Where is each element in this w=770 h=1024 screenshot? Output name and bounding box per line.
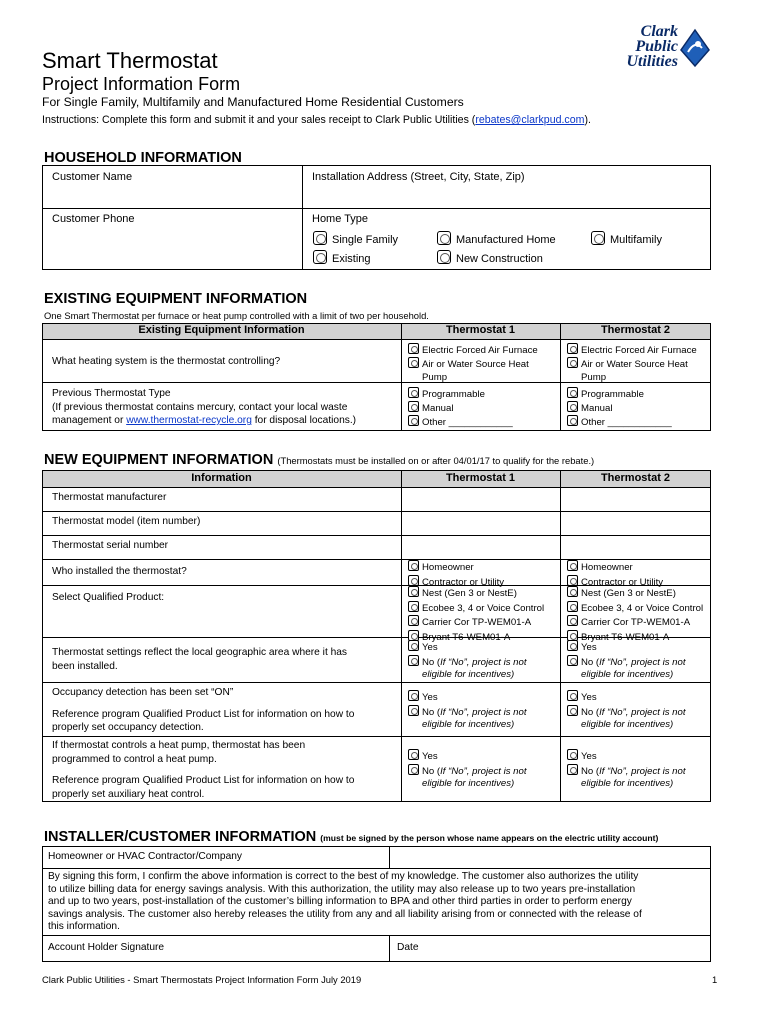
t2-carrier-checkbox[interactable]: Carrier Cor TP-WEM01-A bbox=[567, 615, 703, 630]
t1-nest-checkbox[interactable]: Nest (Gen 3 or NestE) bbox=[408, 586, 544, 601]
thermostat-model-label: Thermostat model (item number) bbox=[52, 516, 201, 527]
t2-prev-type-options bbox=[567, 387, 672, 429]
t1-heatpump-no-checkbox[interactable]: No (If “No”, project is not bbox=[408, 764, 527, 779]
checkbox-icon bbox=[313, 231, 327, 245]
single-family-checkbox[interactable]: Single Family bbox=[313, 231, 398, 246]
t2-model-input[interactable] bbox=[561, 512, 710, 534]
checkbox-icon bbox=[567, 690, 578, 701]
home-type-label: Home Type bbox=[312, 213, 369, 225]
t2-programmable-checkbox[interactable]: Programmable bbox=[567, 387, 672, 401]
heating-system-question: What heating system is the thermostat controlling? bbox=[52, 356, 281, 367]
t2-serial-input[interactable] bbox=[561, 536, 710, 558]
col-existing-info: Existing Equipment Information bbox=[138, 324, 305, 336]
new-equipment-heading: NEW EQUIPMENT INFORMATION (Thermostats must be installed on or after 04/01/17 to qualify for the rebate.) bbox=[44, 452, 595, 468]
page-number: 1 bbox=[712, 974, 718, 985]
t1-bryant-checkbox[interactable]: Bryant T6-WEM01-A bbox=[408, 630, 544, 645]
t2-bryant-checkbox[interactable]: Bryant T6-WEM01-A bbox=[567, 630, 703, 645]
new-equipment-note: (Thermostats must be installed on or after 04/01/17 to qualify for the rebate.) bbox=[277, 455, 595, 466]
t1-heatpump-yes-checkbox[interactable]: Yes bbox=[408, 749, 527, 764]
customer-phone-field[interactable]: Customer Phone bbox=[52, 213, 135, 225]
col-new-thermostat-2: Thermostat 2 bbox=[600, 472, 671, 484]
t1-carrier-checkbox[interactable]: Carrier Cor TP-WEM01-A bbox=[408, 615, 544, 630]
select-product-label: Select Qualified Product: bbox=[52, 592, 165, 603]
checkbox-icon bbox=[408, 690, 419, 701]
checkbox-icon bbox=[567, 401, 578, 412]
col-thermostat-1: Thermostat 1 bbox=[445, 324, 516, 336]
checkbox-icon bbox=[408, 415, 419, 426]
t2-nest-checkbox[interactable]: Nest (Gen 3 or NestE) bbox=[567, 586, 703, 601]
t2-product-options bbox=[567, 586, 703, 644]
t2-heatpump-yes-checkbox[interactable]: Yes bbox=[567, 749, 686, 764]
t2-heating-options: Electric Forced Air Furnace Air or Water Source Heat Pump bbox=[567, 343, 697, 384]
t1-occupancy-yes-checkbox[interactable]: Yes bbox=[408, 690, 527, 705]
multifamily-checkbox[interactable]: Multifamily bbox=[591, 231, 662, 246]
checkbox-icon bbox=[408, 575, 419, 586]
t1-homeowner-checkbox[interactable]: Homeowner bbox=[408, 560, 504, 575]
thermostat-manufacturer-label: Thermostat manufacturer bbox=[52, 492, 167, 503]
checkbox-icon bbox=[567, 575, 578, 586]
clark-public-utilities-logo: Clark Public Utilities bbox=[612, 24, 732, 76]
t2-settings-options: Yes No (If “No”, project is not eligible for incentives) bbox=[567, 640, 686, 682]
t2-occupancy-no-checkbox[interactable]: No (If “No”, project is not bbox=[567, 705, 686, 720]
t2-heatpump-options: Yes No (If “No”, project is not eligible for incentives) bbox=[567, 749, 686, 791]
col-new-thermostat-1: Thermostat 1 bbox=[445, 472, 516, 484]
t2-occupancy-options: Yes No (If “No”, project is not eligible for incentives) bbox=[567, 690, 686, 732]
date-field[interactable]: Date bbox=[397, 942, 419, 953]
t2-settings-no-checkbox[interactable]: No (If “No”, project is not bbox=[567, 655, 686, 670]
checkbox-icon bbox=[408, 615, 419, 626]
checkbox-icon bbox=[313, 250, 327, 264]
checkbox-icon bbox=[567, 343, 578, 354]
t1-settings-no-checkbox[interactable]: No (If “No”, project is not bbox=[408, 655, 527, 670]
col-thermostat-2: Thermostat 2 bbox=[600, 324, 671, 336]
checkbox-icon bbox=[567, 640, 578, 651]
occupancy-question: Occupancy detection has been set “ON” Reference program Qualified Product List for information on how to properly set occupancy detection. bbox=[52, 687, 355, 733]
t2-installer-options bbox=[567, 560, 663, 589]
checkbox-icon bbox=[408, 357, 419, 368]
checkbox-icon bbox=[408, 586, 419, 597]
thermostat-recycle-link[interactable]: www.thermostat-recycle.org bbox=[126, 415, 252, 426]
installer-note: (must be signed by the person whose name appears on the electric utility account) bbox=[320, 833, 659, 843]
checkbox-icon bbox=[567, 749, 578, 760]
t2-other-checkbox[interactable]: Other ____________ bbox=[567, 415, 672, 429]
t1-other-checkbox[interactable]: Other ____________ bbox=[408, 415, 513, 429]
page-title: Smart Thermostat bbox=[42, 48, 218, 73]
customer-name-field[interactable]: Customer Name bbox=[52, 171, 133, 183]
checkbox-icon bbox=[408, 343, 419, 354]
previous-thermostat-question: Previous Thermostat Type (If previous thermostat contains mercury, contact your local waste management or www.thermostat-recycle.org for disposal locations.) bbox=[52, 388, 357, 426]
t1-installer-options bbox=[408, 560, 504, 589]
t1-manual-checkbox[interactable]: Manual bbox=[408, 401, 513, 415]
existing-equipment-heading: EXISTING EQUIPMENT INFORMATION bbox=[44, 291, 308, 307]
t2-settings-yes-checkbox[interactable]: Yes bbox=[567, 640, 686, 655]
water-drop-icon bbox=[678, 28, 712, 68]
t1-contractor-checkbox[interactable]: Contractor or Utility bbox=[408, 575, 504, 590]
t1-heatpump-options: Yes No (If “No”, project is not eligible for incentives) bbox=[408, 749, 527, 791]
footer-text: Clark Public Utilities - Smart Thermostats Project Information Form July 2019 bbox=[42, 974, 362, 985]
checkbox-icon bbox=[567, 601, 578, 612]
existing-equipment-note: One Smart Thermostat per furnace or heat pump controlled with a limit of two per household. bbox=[44, 310, 429, 321]
t1-prev-type-options bbox=[408, 387, 513, 429]
account-holder-signature-field[interactable]: Account Holder Signature bbox=[48, 942, 165, 953]
checkbox-icon bbox=[437, 250, 451, 264]
page-subtitle: Project Information Form bbox=[42, 74, 241, 94]
instructions: Instructions: Complete this form and submit it and your sales receipt to Clark Public Utilities (rebates@clarkpud.com). bbox=[42, 114, 591, 126]
form-description: For Single Family, Multifamily and Manufactured Home Residential Customers bbox=[42, 95, 464, 109]
t2-ecobee-checkbox[interactable]: Ecobee 3, 4 or Voice Control bbox=[567, 601, 703, 616]
checkbox-icon bbox=[567, 560, 578, 571]
t1-settings-yes-checkbox[interactable]: Yes bbox=[408, 640, 527, 655]
checkbox-icon bbox=[408, 387, 419, 398]
checkbox-icon bbox=[408, 749, 419, 760]
t2-air-water-checkbox[interactable]: Air or Water Source Heat bbox=[567, 357, 697, 371]
t1-electric-furnace-checkbox[interactable]: Electric Forced Air Furnace bbox=[408, 343, 538, 357]
settings-question: Thermostat settings reflect the local geographic area where it has been installed. bbox=[52, 647, 348, 672]
checkbox-icon bbox=[567, 764, 578, 775]
installer-heading: INSTALLER/CUSTOMER INFORMATION (must be signed by the person whose name appears on the electric utility account) bbox=[44, 829, 659, 845]
t2-electric-furnace-checkbox[interactable]: Electric Forced Air Furnace bbox=[567, 343, 697, 357]
household-heading: HOUSEHOLD INFORMATION bbox=[44, 150, 242, 166]
t2-occupancy-yes-checkbox[interactable]: Yes bbox=[567, 690, 686, 705]
heat-pump-question: If thermostat controls a heat pump, thermostat has been programmed to control a heat pump. Reference program Qualified Product List for information on how to properly set auxiliary heat control. bbox=[52, 740, 355, 800]
t2-manufacturer-input[interactable] bbox=[561, 488, 710, 510]
checkbox-icon bbox=[567, 630, 578, 641]
rebates-email-link[interactable]: rebates@clarkpud.com bbox=[475, 114, 585, 126]
checkbox-icon bbox=[567, 387, 578, 398]
t1-product-options bbox=[408, 586, 544, 644]
checkbox-icon bbox=[408, 655, 419, 666]
checkbox-icon bbox=[408, 401, 419, 412]
t2-homeowner-checkbox[interactable]: Homeowner bbox=[567, 560, 663, 575]
checkbox-icon bbox=[408, 764, 419, 775]
checkbox-icon bbox=[567, 415, 578, 426]
homeowner-contractor-field[interactable]: Homeowner or HVAC Contractor/Company bbox=[48, 851, 243, 862]
checkbox-icon bbox=[567, 615, 578, 626]
t1-occupancy-options: Yes No (If “No”, project is not eligible for incentives) bbox=[408, 690, 527, 732]
t2-heatpump-no-checkbox[interactable]: No (If “No”, project is not bbox=[567, 764, 686, 779]
checkbox-icon bbox=[408, 705, 419, 716]
checkbox-icon bbox=[408, 640, 419, 651]
t1-ecobee-checkbox[interactable]: Ecobee 3, 4 or Voice Control bbox=[408, 601, 544, 616]
homeowner-contractor-input[interactable] bbox=[390, 847, 710, 867]
checkbox-icon bbox=[408, 630, 419, 641]
checkbox-icon bbox=[567, 586, 578, 597]
t1-air-water-checkbox[interactable]: Air or Water Source Heat bbox=[408, 357, 538, 371]
t1-programmable-checkbox[interactable]: Programmable bbox=[408, 387, 513, 401]
checkbox-icon bbox=[437, 231, 451, 245]
t1-heating-options: Electric Forced Air Furnace Air or Water Source Heat Pump bbox=[408, 343, 538, 384]
t1-serial-input[interactable] bbox=[402, 536, 559, 558]
installation-address-field[interactable]: Installation Address (Street, City, State, Zip) bbox=[312, 171, 525, 183]
checkbox-icon bbox=[567, 655, 578, 666]
who-installed-label: Who installed the thermostat? bbox=[52, 566, 187, 577]
consent-text: By signing this form, I confirm the above information is correct to the best of my knowledge. The customer also authorizes the utility to utilize billing data for energy savings analysis. With this authorization, the utility may also release up to two years pre-installation and up to two years, post-installation of the customer’s billing information to BPA and other third parties in order to perform energy savings analysis. The customer also hereby releases the utility from any and all liability arising from or connected with the release of this information. bbox=[48, 871, 642, 933]
checkbox-icon bbox=[408, 560, 419, 571]
manufactured-home-checkbox[interactable]: Manufactured Home bbox=[437, 231, 556, 246]
t2-contractor-checkbox[interactable]: Contractor or Utility bbox=[567, 575, 663, 590]
thermostat-serial-label: Thermostat serial number bbox=[52, 540, 169, 551]
checkbox-icon bbox=[591, 231, 605, 245]
t1-occupancy-no-checkbox[interactable]: No (If “No”, project is not bbox=[408, 705, 527, 720]
col-new-info: Information bbox=[191, 472, 252, 484]
existing-checkbox[interactable]: Existing bbox=[313, 250, 371, 265]
t1-manufacturer-input[interactable] bbox=[402, 488, 559, 510]
checkbox-icon bbox=[567, 357, 578, 368]
new-construction-checkbox[interactable]: New Construction bbox=[437, 250, 543, 265]
t1-settings-options: Yes No (If “No”, project is not eligible for incentives) bbox=[408, 640, 527, 682]
checkbox-icon bbox=[408, 601, 419, 612]
checkbox-icon bbox=[567, 705, 578, 716]
t2-manual-checkbox[interactable]: Manual bbox=[567, 401, 672, 415]
t1-model-input[interactable] bbox=[402, 512, 559, 534]
